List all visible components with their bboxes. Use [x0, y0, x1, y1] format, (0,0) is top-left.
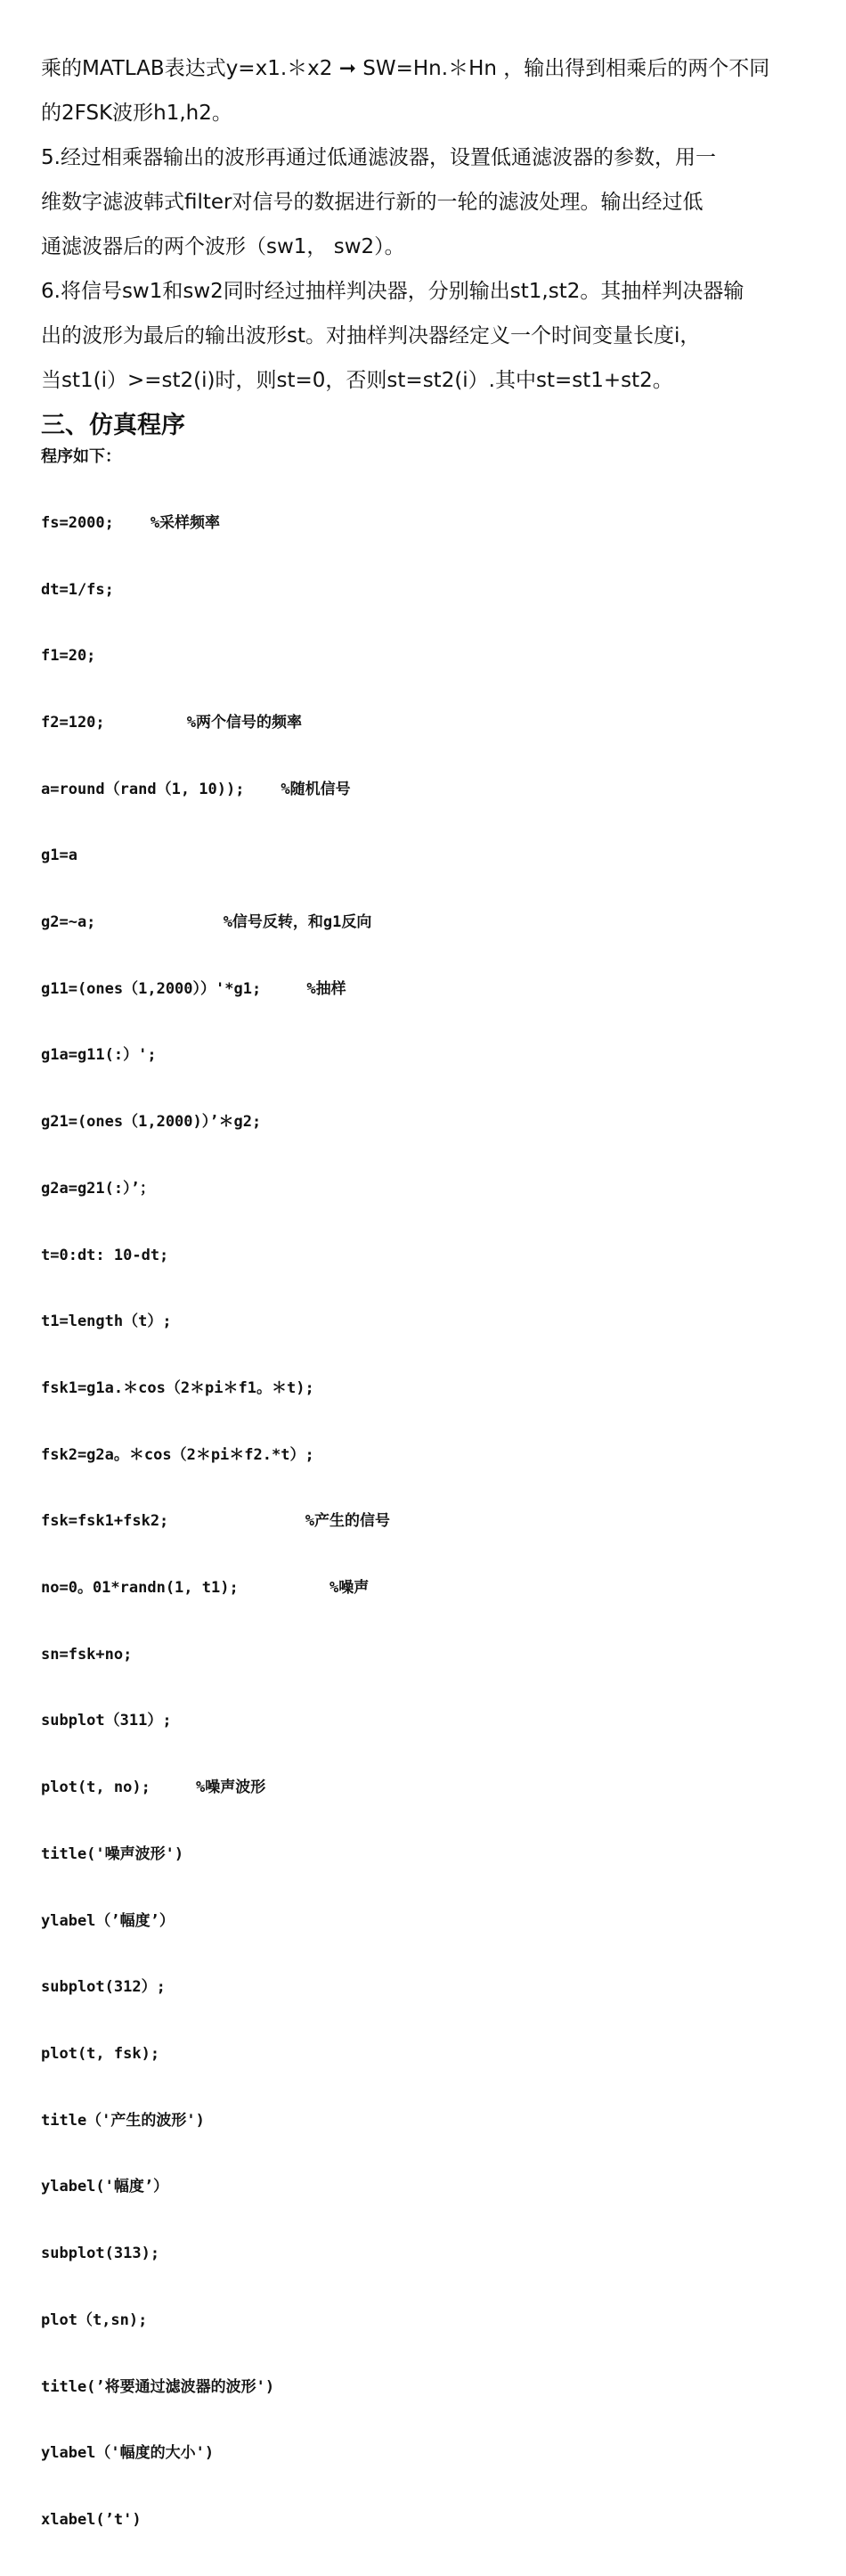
- text-line: 出的波形为最后的输出波形st。对抽样判决器经定义一个时间变量长度i，: [41, 324, 701, 348]
- code-line: fs=2000; %采样频率: [41, 513, 221, 532]
- text-line: 当st1(i）>=st2(i)时，则st=0，否则st=st2(i）.其中st=st1+st2。: [41, 369, 673, 392]
- code-line: fsk=fsk1+fsk2; %产生的信号: [41, 1512, 391, 1531]
- code-line: subplot（311）;: [41, 1712, 172, 1730]
- document-page: [41, 46, 807, 2576]
- code-line: xlabel(’t'): [41, 2510, 142, 2529]
- code-line: t1=length（t）;: [41, 1313, 172, 1331]
- text-line: 通滤波器后的两个波形（sw1， sw2）。: [41, 235, 405, 258]
- code-line: subplot(313);: [41, 2245, 160, 2263]
- code-line: g11=(ones（1,2000））'*g1; %抽样: [41, 979, 346, 998]
- code-line: sn=fsk+no;: [41, 1645, 133, 1664]
- code-line: ylabel（’幅度’）: [41, 1911, 175, 1930]
- code-line: plot（t,sn);: [41, 2310, 148, 2329]
- code-line: dt=1/fs;: [41, 580, 114, 599]
- code-intro: 程序如下：: [41, 447, 121, 466]
- code-line: g2=~a; %信号反转，和g1反向: [41, 913, 372, 932]
- code-line: t=0:dt: 10-dt;: [41, 1246, 169, 1264]
- code-line: title('噪声波形'): [41, 1844, 184, 1863]
- text-line: 乘的MATLAB表达式y=x1.＊x2 ➞ SW=Hn.＊Hn ，输出得到相乘后的两个不同: [41, 57, 770, 80]
- text-line: 维数字滤波韩式filter对信号的数据进行新的一轮的滤波处理。输出经过低: [41, 191, 704, 214]
- code-line: g1=a: [41, 846, 77, 865]
- text-line: 的2FSK波形h1,h2。: [41, 102, 232, 125]
- code-line: fsk1=g1a.＊cos（2＊pi＊f1。＊t);: [41, 1378, 314, 1397]
- code-line: title(’将要通过滤波器的波形'): [41, 2377, 275, 2396]
- code-line: f1=20;: [41, 647, 96, 666]
- text-line: 5.经过相乘器输出的波形再通过低通滤波器，设置低通滤波器的参数，用一: [41, 146, 716, 169]
- code-line: ylabel('幅度’）: [41, 2178, 169, 2196]
- code-line: plot(t, no); %噪声波形: [41, 1779, 266, 1797]
- code-line: plot(t, fsk);: [41, 2044, 160, 2063]
- code-line: f2=120; %两个信号的频率: [41, 713, 302, 732]
- code-line: ylabel（'幅度的大小'): [41, 2444, 215, 2463]
- code-line: g21=(ones（1,2000)）’＊g2;: [41, 1113, 262, 1132]
- code-line: subplot(312）;: [41, 1978, 166, 1997]
- section-heading: 三、仿真程序: [41, 412, 185, 439]
- body-text: [41, 46, 807, 403]
- code-line: title（'产生的波形'): [41, 2111, 205, 2130]
- code-line: no=0。01*randn(1, t1); %噪声: [41, 1579, 370, 1598]
- text-line: 6.将信号sw1和sw2同时经过抽样判决器，分别输出st1,st2。其抽样判决器输: [41, 280, 744, 303]
- code-line: a=round（rand（1, 10)); %随机信号: [41, 780, 351, 798]
- code-line: g1a=g11(:）';: [41, 1046, 157, 1065]
- code-listing: [41, 468, 807, 2576]
- code-line: g2a=g21(:）’；: [41, 1179, 155, 1198]
- code-line: fsk2=g2a。＊cos（2＊pi＊f2.*t）;: [41, 1445, 314, 1464]
